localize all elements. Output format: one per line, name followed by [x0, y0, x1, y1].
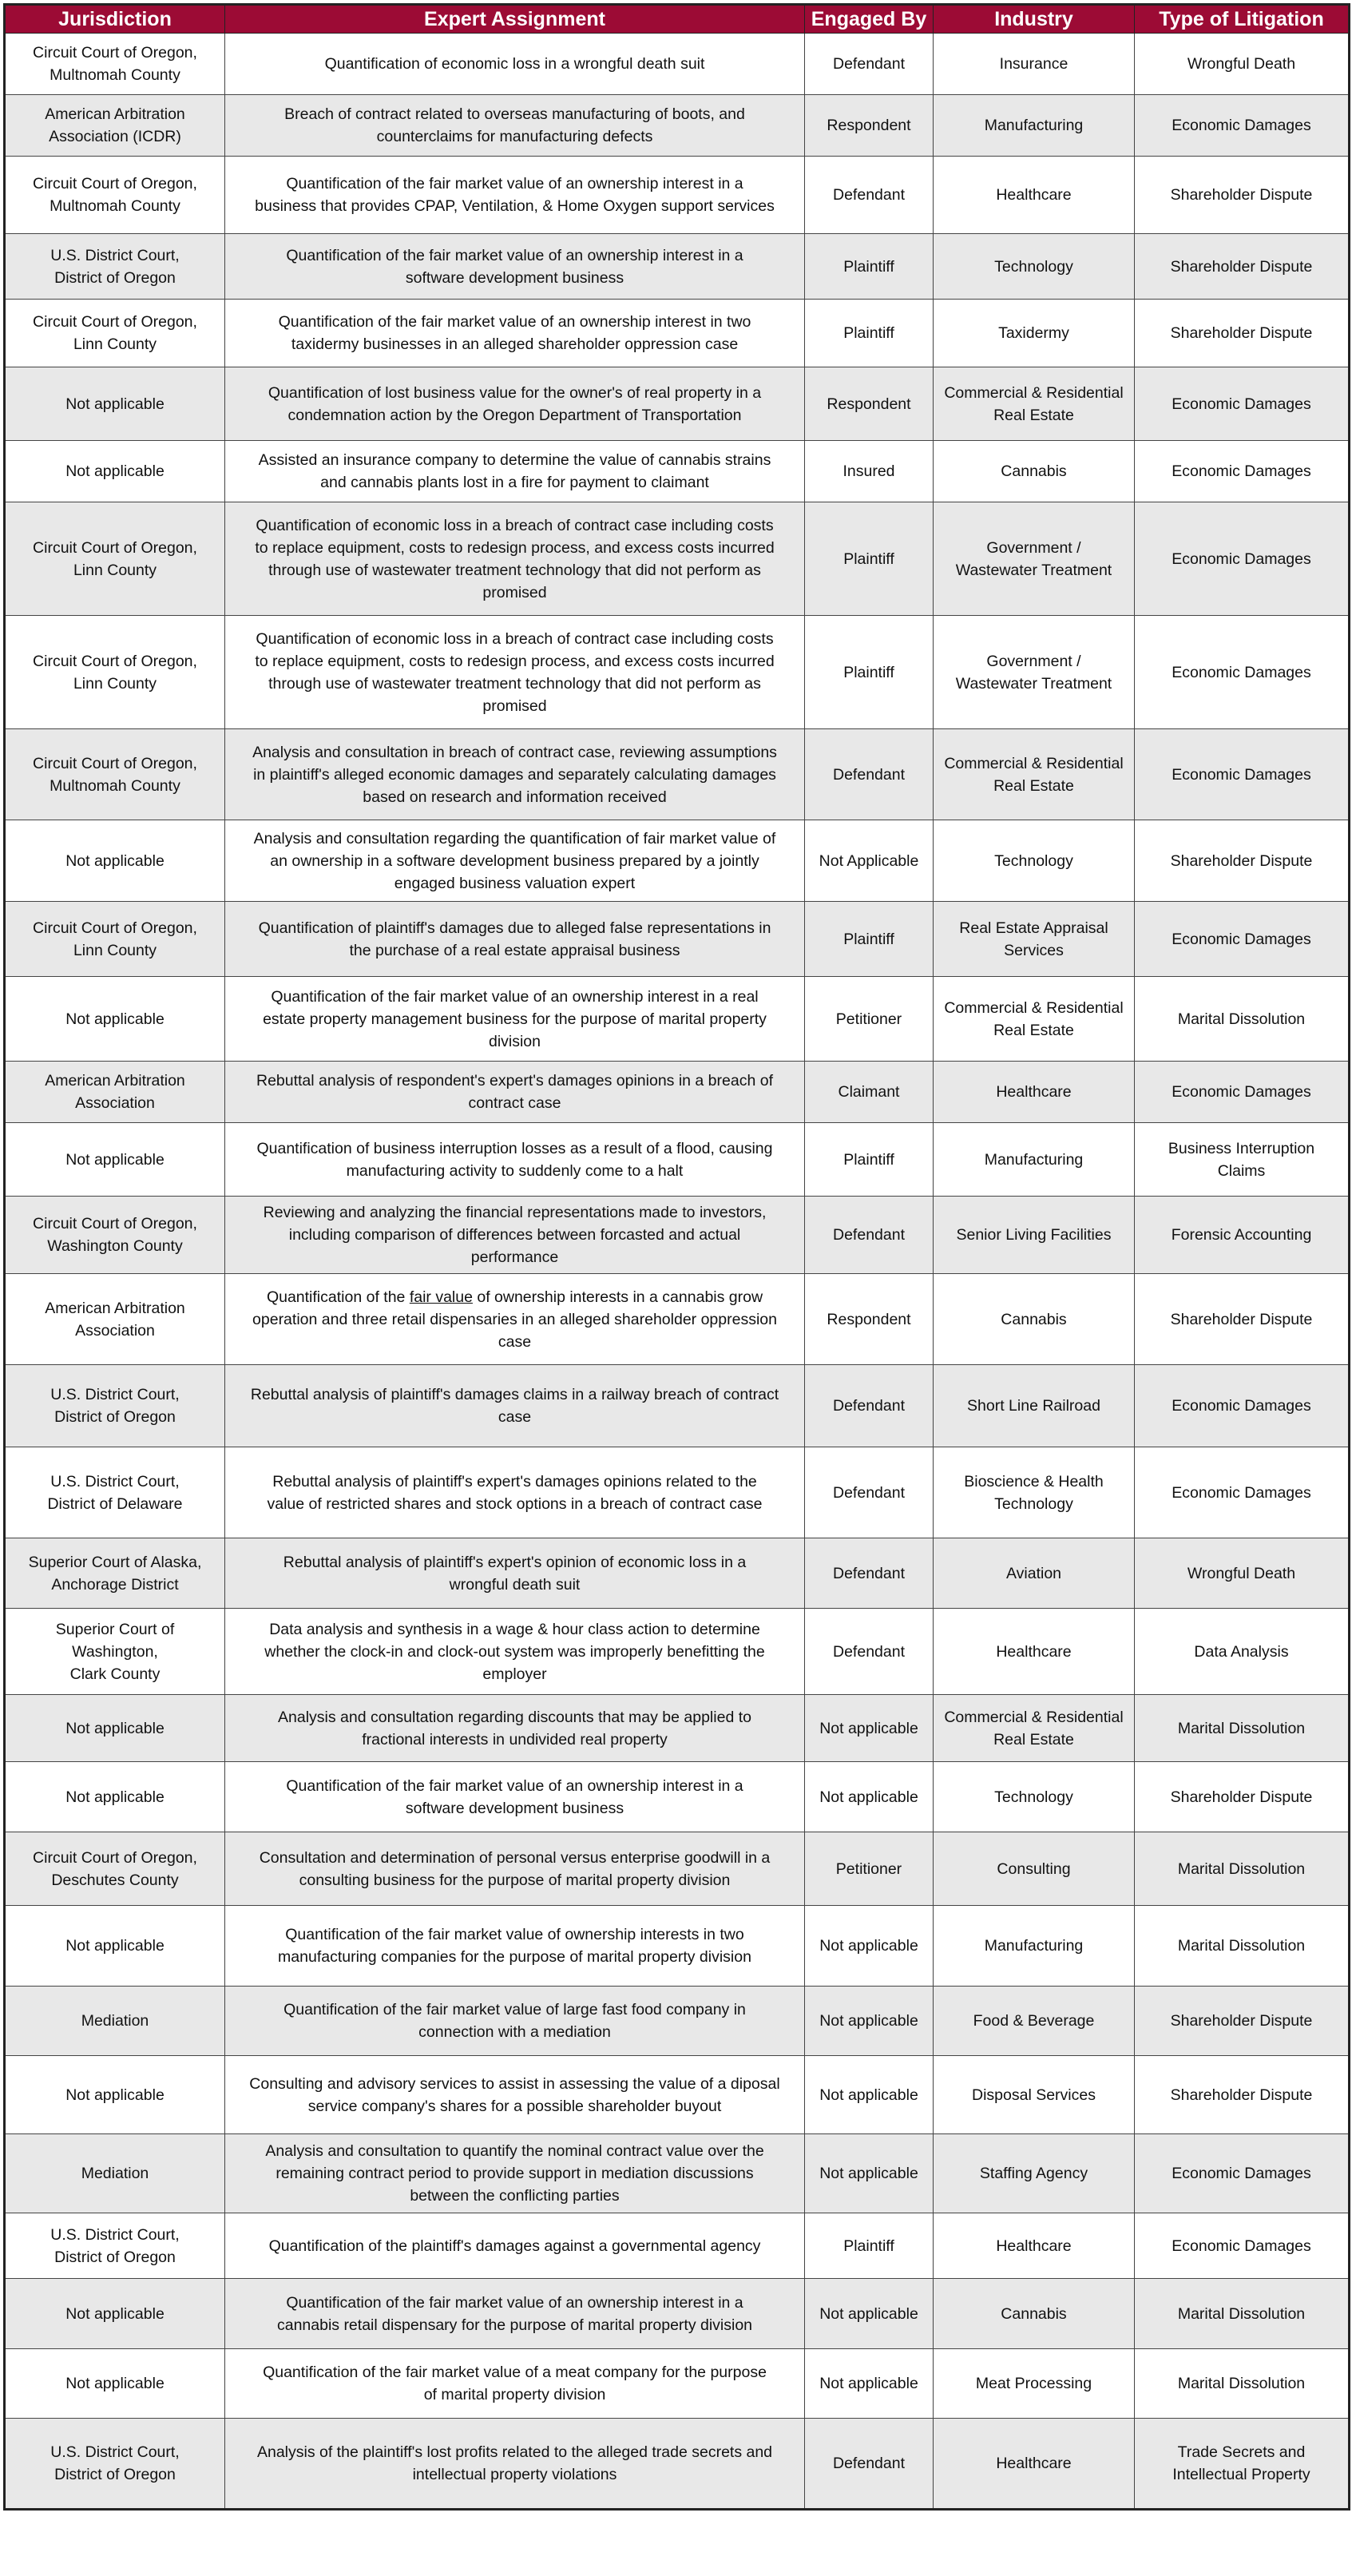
cell-engaged-by: Plaintiff	[805, 616, 934, 729]
table-row	[5, 502, 1350, 616]
cell-jurisdiction: Mediation	[5, 1987, 225, 2056]
cell-engaged-by: Not applicable	[805, 2349, 934, 2419]
cell-expert-assignment: Quantification of the fair market value of an ownership interest in two taxidermy businesses in an alleged shareholder oppression case	[225, 300, 805, 367]
cell-expert-assignment: Breach of contract related to overseas manufacturing of boots, and counterclaims for manufacturing defects	[225, 95, 805, 157]
table-row	[5, 441, 1350, 502]
cell-jurisdiction: Not applicable	[5, 367, 225, 441]
cell-engaged-by: Respondent	[805, 367, 934, 441]
cell-expert-assignment: Quantification of business interruption losses as a result of a flood, causing manufacturing activity to suddenly come to a halt	[225, 1123, 805, 1197]
cell-engaged-by: Defendant	[805, 729, 934, 820]
table-row	[5, 2279, 1350, 2349]
cell-industry: Technology	[934, 234, 1135, 300]
cell-industry: Healthcare	[934, 1609, 1135, 1695]
cell-industry: Senior Living Facilities	[934, 1197, 1135, 1274]
table-row	[5, 820, 1350, 902]
cell-jurisdiction: Mediation	[5, 2134, 225, 2213]
cell-type-of-litigation: Economic Damages	[1135, 1062, 1350, 1123]
table-row	[5, 2349, 1350, 2419]
cell-jurisdiction: Not applicable	[5, 1906, 225, 1987]
cell-jurisdiction: Circuit Court of Oregon, Linn County	[5, 616, 225, 729]
cell-expert-assignment: Quantification of the fair market value of an ownership interest in a software development business	[225, 1762, 805, 1832]
cell-engaged-by: Not applicable	[805, 2279, 934, 2349]
fair-value-underline: fair value	[409, 1288, 473, 1306]
cell-expert-assignment: Quantification of the fair market value of an ownership interest in a cannabis retail dispensary for the purpose of marital property division	[225, 2279, 805, 2349]
cell-type-of-litigation: Economic Damages	[1135, 2213, 1350, 2279]
table-row	[5, 977, 1350, 1062]
expert-assignments-table	[3, 3, 1350, 2511]
cell-expert-assignment: Assisted an insurance company to determine the value of cannabis strains and cannabis plants lost in a fire for payment to claimant	[225, 441, 805, 502]
table-row	[5, 1538, 1350, 1609]
cell-jurisdiction: Circuit Court of Oregon, Multnomah County	[5, 729, 225, 820]
cell-industry: Healthcare	[934, 1062, 1135, 1123]
cell-jurisdiction: Not applicable	[5, 2349, 225, 2419]
cell-expert-assignment: Rebuttal analysis of plaintiff's damages claims in a railway breach of contract case	[225, 1365, 805, 1447]
cell-expert-assignment: Data analysis and synthesis in a wage & hour class action to determine whether the clock-in and clock-out system was improperly benefitting the employer	[225, 1609, 805, 1695]
table-row	[5, 1365, 1350, 1447]
cell-type-of-litigation: Marital Dissolution	[1135, 1695, 1350, 1762]
cell-jurisdiction: Circuit Court of Oregon, Multnomah County	[5, 34, 225, 95]
table-row	[5, 1609, 1350, 1695]
header-engaged-by: Engaged By	[805, 5, 934, 34]
cell-expert-assignment: Quantification of the fair market value of a meat company for the purpose of marital property division	[225, 2349, 805, 2419]
table-row	[5, 157, 1350, 234]
cell-expert-assignment: Quantification of the fair value of ownership interests in a cannabis grow operation and three retail dispensaries in an alleged shareholder oppression case	[225, 1274, 805, 1365]
cell-engaged-by: Plaintiff	[805, 902, 934, 977]
table-row	[5, 2134, 1350, 2213]
table-row	[5, 1062, 1350, 1123]
cell-jurisdiction: Not applicable	[5, 977, 225, 1062]
cell-jurisdiction: U.S. District Court, District of Oregon	[5, 2213, 225, 2279]
table-row	[5, 2213, 1350, 2279]
cell-industry: Staffing Agency	[934, 2134, 1135, 2213]
cell-type-of-litigation: Data Analysis	[1135, 1609, 1350, 1695]
cell-expert-assignment: Rebuttal analysis of respondent's expert's damages opinions in a breach of contract case	[225, 1062, 805, 1123]
cell-engaged-by: Not applicable	[805, 1695, 934, 1762]
cell-type-of-litigation: Marital Dissolution	[1135, 977, 1350, 1062]
table-row	[5, 1274, 1350, 1365]
cell-expert-assignment: Analysis and consultation regarding discounts that may be applied to fractional interests in undivided real property	[225, 1695, 805, 1762]
table-row	[5, 1197, 1350, 1274]
cell-type-of-litigation: Shareholder Dispute	[1135, 1274, 1350, 1365]
cell-expert-assignment: Analysis of the plaintiff's lost profits related to the alleged trade secrets and intellectual property violations	[225, 2419, 805, 2510]
cell-type-of-litigation: Forensic Accounting	[1135, 1197, 1350, 1274]
cell-industry: Commercial & Residential Real Estate	[934, 977, 1135, 1062]
cell-industry: Commercial & Residential Real Estate	[934, 1695, 1135, 1762]
cell-industry: Technology	[934, 1762, 1135, 1832]
table-row	[5, 2419, 1350, 2510]
table-row	[5, 34, 1350, 95]
cell-engaged-by: Petitioner	[805, 977, 934, 1062]
cell-type-of-litigation: Shareholder Dispute	[1135, 157, 1350, 234]
cell-type-of-litigation: Shareholder Dispute	[1135, 820, 1350, 902]
cell-industry: Government / Wastewater Treatment	[934, 616, 1135, 729]
cell-expert-assignment: Analysis and consultation to quantify the nominal contract value over the remaining contract period to provide support in mediation discussions between the conflicting parties	[225, 2134, 805, 2213]
cell-industry: Manufacturing	[934, 95, 1135, 157]
cell-industry: Commercial & Residential Real Estate	[934, 367, 1135, 441]
cell-type-of-litigation: Economic Damages	[1135, 729, 1350, 820]
cell-industry: Cannabis	[934, 441, 1135, 502]
cell-industry: Short Line Railroad	[934, 1365, 1135, 1447]
table-row	[5, 1695, 1350, 1762]
cell-engaged-by: Not applicable	[805, 1906, 934, 1987]
cell-expert-assignment: Analysis and consultation in breach of contract case, reviewing assumptions in plaintiff's alleged economic damages and separately calculating damages based on research and information received	[225, 729, 805, 820]
table-row	[5, 95, 1350, 157]
cell-industry: Bioscience & Health Technology	[934, 1447, 1135, 1538]
cell-jurisdiction: Circuit Court of Oregon, Linn County	[5, 300, 225, 367]
cell-industry: Aviation	[934, 1538, 1135, 1609]
cell-industry: Insurance	[934, 34, 1135, 95]
table-row	[5, 729, 1350, 820]
cell-expert-assignment: Quantification of lost business value for the owner's of real property in a condemnation action by the Oregon Department of Transportation	[225, 367, 805, 441]
cell-industry: Government / Wastewater Treatment	[934, 502, 1135, 616]
cell-jurisdiction: American Arbitration Association	[5, 1062, 225, 1123]
cell-jurisdiction: American Arbitration Association	[5, 1274, 225, 1365]
cell-type-of-litigation: Marital Dissolution	[1135, 2349, 1350, 2419]
cell-expert-assignment: Quantification of the plaintiff's damages against a governmental agency	[225, 2213, 805, 2279]
header-jurisdiction: Jurisdiction	[5, 5, 225, 34]
cell-expert-assignment: Quantification of economic loss in a wrongful death suit	[225, 34, 805, 95]
cell-industry: Technology	[934, 820, 1135, 902]
cell-industry: Healthcare	[934, 2419, 1135, 2510]
cell-jurisdiction: Not applicable	[5, 1762, 225, 1832]
cell-engaged-by: Defendant	[805, 157, 934, 234]
cell-expert-assignment: Reviewing and analyzing the financial representations made to investors, including comparison of differences between forcasted and actual performance	[225, 1197, 805, 1274]
cell-engaged-by: Respondent	[805, 95, 934, 157]
cell-engaged-by: Defendant	[805, 1609, 934, 1695]
header-expert-assignment: Expert Assignment	[225, 5, 805, 34]
cell-industry: Taxidermy	[934, 300, 1135, 367]
table-row	[5, 367, 1350, 441]
cell-type-of-litigation: Marital Dissolution	[1135, 2279, 1350, 2349]
table-row	[5, 1123, 1350, 1197]
cell-jurisdiction: Not applicable	[5, 2056, 225, 2134]
cell-engaged-by: Plaintiff	[805, 1123, 934, 1197]
cell-expert-assignment: Consulting and advisory services to assist in assessing the value of a diposal service company's shares for a possible shareholder buyout	[225, 2056, 805, 2134]
cell-industry: Food & Beverage	[934, 1987, 1135, 2056]
cell-engaged-by: Respondent	[805, 1274, 934, 1365]
cell-engaged-by: Plaintiff	[805, 502, 934, 616]
cell-jurisdiction: Superior Court of Washington, Clark County	[5, 1609, 225, 1695]
cell-industry: Cannabis	[934, 2279, 1135, 2349]
cell-industry: Commercial & Residential Real Estate	[934, 729, 1135, 820]
cell-jurisdiction: Not applicable	[5, 2279, 225, 2349]
cell-type-of-litigation: Economic Damages	[1135, 367, 1350, 441]
cell-expert-assignment: Quantification of economic loss in a breach of contract case including costs to replace equipment, costs to redesign process, and excess costs incurred through use of wastewater treatment technology that did not perform as promised	[225, 502, 805, 616]
cell-industry: Healthcare	[934, 2213, 1135, 2279]
cell-expert-assignment: Quantification of the fair market value of an ownership interest in a software development business	[225, 234, 805, 300]
cell-industry: Manufacturing	[934, 1906, 1135, 1987]
cell-type-of-litigation: Economic Damages	[1135, 2134, 1350, 2213]
cell-type-of-litigation: Marital Dissolution	[1135, 1906, 1350, 1987]
cell-jurisdiction: Not applicable	[5, 1123, 225, 1197]
cell-type-of-litigation: Trade Secrets and Intellectual Property	[1135, 2419, 1350, 2510]
cell-jurisdiction: U.S. District Court, District of Oregon	[5, 1365, 225, 1447]
cell-jurisdiction: Superior Court of Alaska, Anchorage District	[5, 1538, 225, 1609]
cell-industry: Real Estate Appraisal Services	[934, 902, 1135, 977]
cell-engaged-by: Defendant	[805, 2419, 934, 2510]
table-row	[5, 1906, 1350, 1987]
cell-industry: Consulting	[934, 1832, 1135, 1906]
cell-type-of-litigation: Shareholder Dispute	[1135, 1987, 1350, 2056]
cell-expert-assignment: Analysis and consultation regarding the quantification of fair market value of an ownership in a software development business prepared by a jointly engaged business valuation expert	[225, 820, 805, 902]
cell-expert-assignment: Quantification of the fair market value of large fast food company in connection with a mediation	[225, 1987, 805, 2056]
cell-expert-assignment: Quantification of the fair market value of ownership interests in two manufacturing companies for the purpose of marital property division	[225, 1906, 805, 1987]
cell-engaged-by: Plaintiff	[805, 2213, 934, 2279]
cell-type-of-litigation: Shareholder Dispute	[1135, 300, 1350, 367]
cell-type-of-litigation: Wrongful Death	[1135, 1538, 1350, 1609]
table-row	[5, 2056, 1350, 2134]
cell-expert-assignment: Rebuttal analysis of plaintiff's expert's opinion of economic loss in a wrongful death suit	[225, 1538, 805, 1609]
cell-type-of-litigation: Shareholder Dispute	[1135, 234, 1350, 300]
cell-type-of-litigation: Economic Damages	[1135, 902, 1350, 977]
cell-type-of-litigation: Business Interruption Claims	[1135, 1123, 1350, 1197]
table-row	[5, 1832, 1350, 1906]
cell-engaged-by: Defendant	[805, 1447, 934, 1538]
cell-jurisdiction: Circuit Court of Oregon, Deschutes County	[5, 1832, 225, 1906]
cell-industry: Manufacturing	[934, 1123, 1135, 1197]
cell-jurisdiction: U.S. District Court, District of Oregon	[5, 234, 225, 300]
cell-jurisdiction: Circuit Court of Oregon, Linn County	[5, 502, 225, 616]
cell-jurisdiction: Not applicable	[5, 1695, 225, 1762]
table-row	[5, 234, 1350, 300]
cell-type-of-litigation: Economic Damages	[1135, 502, 1350, 616]
cell-jurisdiction: U.S. District Court, District of Delaware	[5, 1447, 225, 1538]
cell-engaged-by: Not applicable	[805, 2134, 934, 2213]
cell-jurisdiction: U.S. District Court, District of Oregon	[5, 2419, 225, 2510]
cell-engaged-by: Defendant	[805, 34, 934, 95]
cell-type-of-litigation: Economic Damages	[1135, 1447, 1350, 1538]
cell-type-of-litigation: Shareholder Dispute	[1135, 2056, 1350, 2134]
cell-jurisdiction: American Arbitration Association (ICDR)	[5, 95, 225, 157]
cell-jurisdiction: Circuit Court of Oregon, Multnomah County	[5, 157, 225, 234]
cell-type-of-litigation: Shareholder Dispute	[1135, 1762, 1350, 1832]
cell-jurisdiction: Not applicable	[5, 441, 225, 502]
cell-type-of-litigation: Wrongful Death	[1135, 34, 1350, 95]
cell-expert-assignment: Consultation and determination of personal versus enterprise goodwill in a consulting business for the purpose of marital property division	[225, 1832, 805, 1906]
cell-expert-assignment: Quantification of plaintiff's damages due to alleged false representations in the purchase of a real estate appraisal business	[225, 902, 805, 977]
cell-industry: Healthcare	[934, 157, 1135, 234]
cell-engaged-by: Defendant	[805, 1365, 934, 1447]
table-row	[5, 1987, 1350, 2056]
cell-engaged-by: Not applicable	[805, 2056, 934, 2134]
table-row	[5, 300, 1350, 367]
table-row	[5, 616, 1350, 729]
table-row	[5, 1447, 1350, 1538]
cell-jurisdiction: Circuit Court of Oregon, Linn County	[5, 902, 225, 977]
cell-jurisdiction: Not applicable	[5, 820, 225, 902]
cell-industry: Meat Processing	[934, 2349, 1135, 2419]
header-type-of-litigation: Type of Litigation	[1135, 5, 1350, 34]
header-row	[5, 5, 1350, 34]
cell-expert-assignment: Rebuttal analysis of plaintiff's expert's damages opinions related to the value of restricted shares and stock options in a breach of contract case	[225, 1447, 805, 1538]
cell-engaged-by: Not applicable	[805, 1762, 934, 1832]
cell-engaged-by: Claimant	[805, 1062, 934, 1123]
cell-type-of-litigation: Economic Damages	[1135, 1365, 1350, 1447]
cell-jurisdiction: Circuit Court of Oregon, Washington County	[5, 1197, 225, 1274]
cell-type-of-litigation: Economic Damages	[1135, 441, 1350, 502]
cell-engaged-by: Not Applicable	[805, 820, 934, 902]
table-row	[5, 902, 1350, 977]
cell-engaged-by: Plaintiff	[805, 234, 934, 300]
cell-engaged-by: Defendant	[805, 1538, 934, 1609]
cell-industry: Disposal Services	[934, 2056, 1135, 2134]
cell-expert-assignment: Quantification of the fair market value of an ownership interest in a business that provides CPAP, Ventilation, & Home Oxygen support services	[225, 157, 805, 234]
cell-engaged-by: Defendant	[805, 1197, 934, 1274]
cell-engaged-by: Plaintiff	[805, 300, 934, 367]
cell-type-of-litigation: Economic Damages	[1135, 95, 1350, 157]
header-industry: Industry	[934, 5, 1135, 34]
cell-expert-assignment: Quantification of the fair market value of an ownership interest in a real estate property management business for the purpose of marital property division	[225, 977, 805, 1062]
cell-expert-assignment: Quantification of economic loss in a breach of contract case including costs to replace equipment, costs to redesign process, and excess costs incurred through use of wastewater treatment technology that did not perform as promised	[225, 616, 805, 729]
cell-type-of-litigation: Marital Dissolution	[1135, 1832, 1350, 1906]
cell-industry: Cannabis	[934, 1274, 1135, 1365]
cell-engaged-by: Not applicable	[805, 1987, 934, 2056]
cell-engaged-by: Petitioner	[805, 1832, 934, 1906]
cell-engaged-by: Insured	[805, 441, 934, 502]
cell-type-of-litigation: Economic Damages	[1135, 616, 1350, 729]
table-body	[5, 34, 1350, 2510]
table-row	[5, 1762, 1350, 1832]
